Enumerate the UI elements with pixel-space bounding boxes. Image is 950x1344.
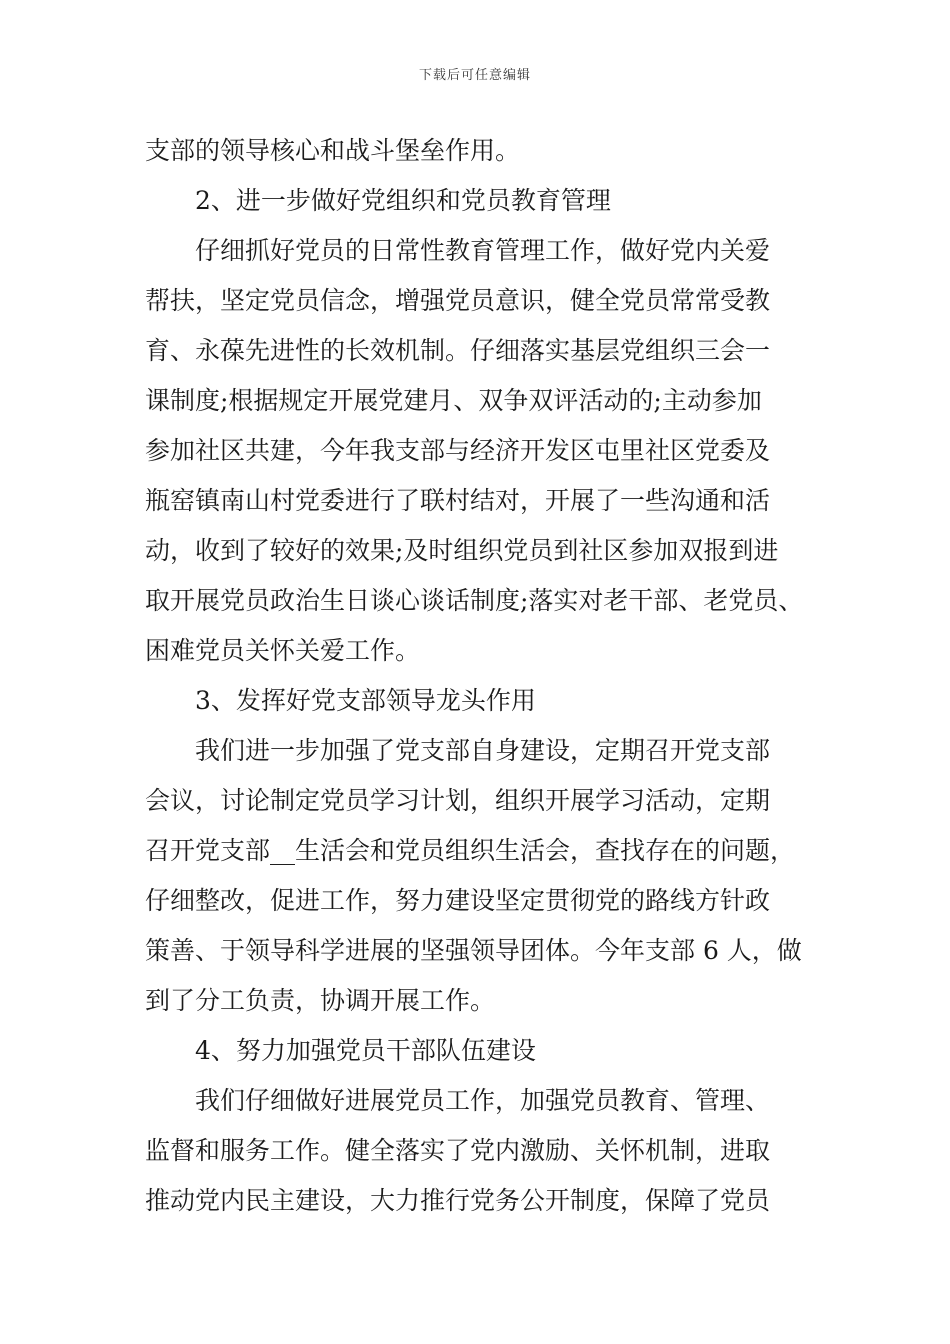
body-line: 课制度;根据规定开展党建月、双争双评活动的;主动参加 bbox=[145, 386, 762, 415]
body-line: 育、永葆先进性的长效机制。仔细落实基层党组织三会一 bbox=[145, 336, 771, 365]
body-line: 参加社区共建，今年我支部与经济开发区屯里社区党委及 bbox=[145, 436, 771, 465]
body-line: 我们进一步加强了党支部自身建设，定期召开党支部 bbox=[195, 736, 771, 765]
body-line: 监督和服务工作。健全落实了党内激励、关怀机制，进取 bbox=[145, 1136, 771, 1165]
body-line: 困难党员关怀关爱工作。 bbox=[145, 636, 421, 665]
body-line: 仔细整改，促进工作，努力建设坚定贯彻党的路线方针政 bbox=[145, 886, 771, 915]
body-line: 取开展党员政治生日谈心谈话制度;落实对老干部、老党员、 bbox=[145, 586, 804, 615]
body-line: 召开党支部__生活会和党员组织生活会，查找存在的问题， bbox=[145, 836, 796, 865]
body-line: 到了分工负责，协调开展工作。 bbox=[145, 986, 496, 1015]
section-heading-3: 3、发挥好党支部领导龙头作用 bbox=[195, 686, 536, 715]
body-line: 我们仔细做好进展党员工作，加强党员教育、管理、 bbox=[195, 1086, 771, 1115]
body-line: 帮扶，坚定党员信念，增强党员意识，健全党员常常受教 bbox=[145, 286, 771, 315]
body-line: 策善、于领导科学进展的坚强领导团体。今年支部 6 人，做 bbox=[145, 936, 802, 965]
page-header-note: 下载后可任意编辑 bbox=[418, 68, 531, 83]
body-line: 推动党内民主建设，大力推行党务公开制度，保障了党员 bbox=[145, 1186, 771, 1215]
body-line: 动，收到了较好的效果;及时组织党员到社区参加双报到进 bbox=[145, 536, 779, 565]
document-body bbox=[145, 126, 810, 1226]
body-line: 瓶窑镇南山村党委进行了联村结对，开展了一些沟通和活 bbox=[145, 486, 771, 515]
body-line: 会议，讨论制定党员学习计划，组织开展学习活动，定期 bbox=[145, 786, 771, 815]
body-line: 仔细抓好党员的日常性教育管理工作，做好党内关爱 bbox=[195, 236, 771, 265]
section-heading-4: 4、努力加强党员干部队伍建设 bbox=[195, 1036, 536, 1065]
section-heading-2: 2、进一步做好党组织和党员教育管理 bbox=[195, 186, 611, 215]
body-line: 支部的领导核心和战斗堡垒作用。 bbox=[145, 136, 521, 165]
